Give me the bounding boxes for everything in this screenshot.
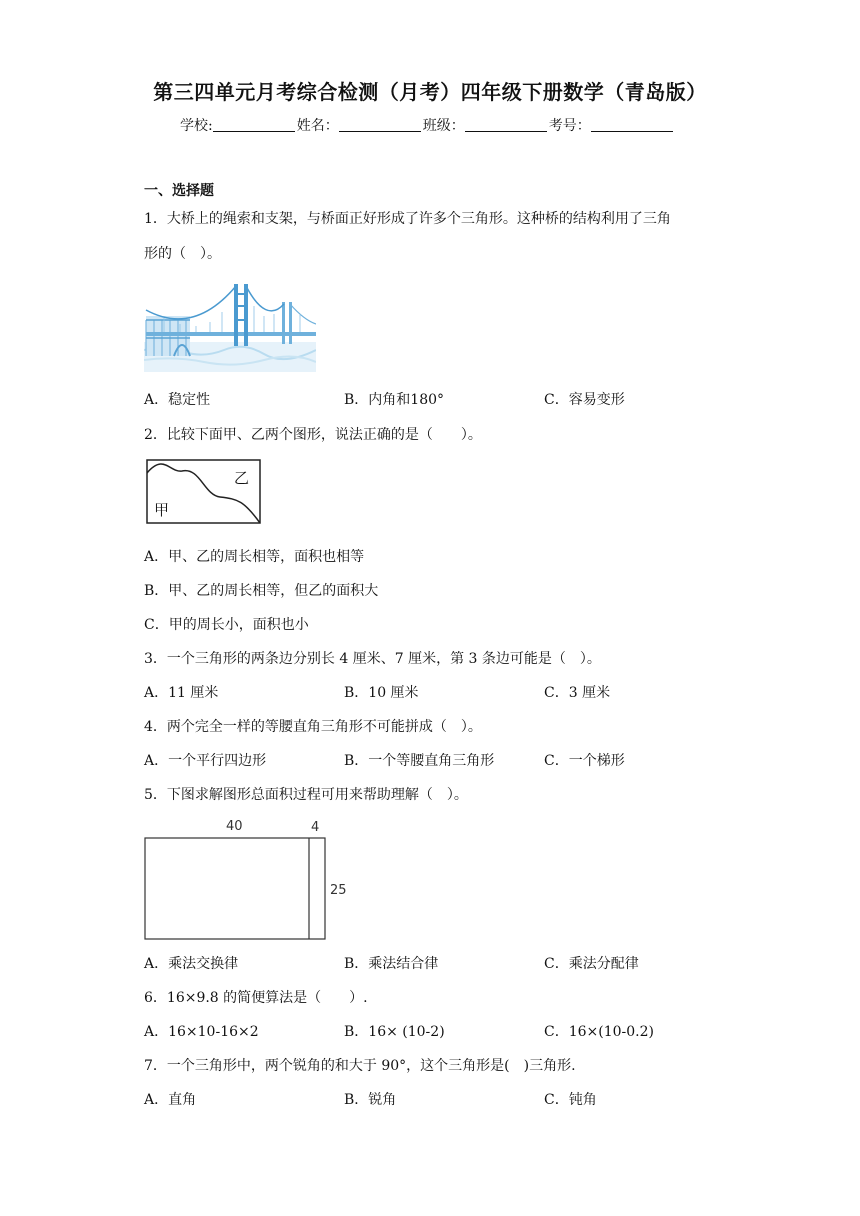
question-7-option-a: A．直角 xyxy=(144,1092,197,1108)
figure-label-jia: 甲 xyxy=(154,501,170,519)
class-label: 班级： xyxy=(422,118,465,134)
figure-label-yi: 乙 xyxy=(234,469,250,487)
exam-no-blank xyxy=(591,117,673,132)
figure-jia-yi xyxy=(146,459,262,525)
question-4-option-b: B．一个等腰直角三角形 xyxy=(344,753,495,769)
exam-no-label: 考号： xyxy=(548,118,591,134)
page-title: 第三四单元月考综合检测（月考）四年级下册数学（青岛版） xyxy=(153,80,707,104)
question-3-option-a: A．11 厘米 xyxy=(144,685,219,701)
question-7-option-c: C．钝角 xyxy=(544,1092,597,1108)
name-label: 姓名： xyxy=(296,118,339,134)
question-5-option-a: A．乘法交换律 xyxy=(144,956,239,972)
rectangle-area-figure xyxy=(140,814,360,946)
class-blank xyxy=(465,117,547,132)
question-6-option-b: B．16× (10-2) xyxy=(344,1024,445,1040)
question-7-text: 7．一个三角形中，两个锐角的和大于 90°，这个三角形是( )三角形. xyxy=(144,1058,576,1074)
section-title: 一、选择题 xyxy=(144,183,214,199)
school-label: 学校: xyxy=(180,118,213,134)
question-7-option-b: B．锐角 xyxy=(344,1092,397,1108)
question-1-text-line1: 1．大桥上的绳索和支架，与桥面正好形成了许多个三角形。这种桥的结构利用了三角 xyxy=(144,211,671,227)
bridge-image xyxy=(144,280,316,372)
question-6-option-c: C．16×(10-0.2) xyxy=(544,1024,654,1040)
question-3-option-b: B．10 厘米 xyxy=(344,685,419,701)
question-2-option-b: B．甲、乙的周长相等，但乙的面积大 xyxy=(144,583,379,599)
name-blank xyxy=(339,117,421,132)
question-4-option-a: A．一个平行四边形 xyxy=(144,753,267,769)
question-5-text: 5．下图求解图形总面积过程可用来帮助理解（ ）。 xyxy=(144,787,468,803)
student-info-line xyxy=(180,115,675,135)
question-2-option-a: A．甲、乙的周长相等，面积也相等 xyxy=(144,549,365,565)
question-2-option-c: C．甲的周长小，面积也小 xyxy=(144,617,309,633)
question-3-text: 3．一个三角形的两条边分别长 4 厘米、7 厘米，第 3 条边可能是（ ）。 xyxy=(144,651,601,667)
question-1-text-line2: 形的（ ）。 xyxy=(144,246,221,262)
question-3-option-c: C．3 厘米 xyxy=(544,685,611,701)
question-1-option-c: C．容易变形 xyxy=(544,392,625,408)
question-2-text: 2．比较下面甲、乙两个图形，说法正确的是（ ）。 xyxy=(144,427,482,443)
question-6-option-a: A．16×10-16×2 xyxy=(144,1024,259,1040)
question-5-option-c: C．乘法分配律 xyxy=(544,956,639,972)
question-4-text: 4．两个完全一样的等腰直角三角形不可能拼成（ ）。 xyxy=(144,719,482,735)
label-width-4: 4 xyxy=(311,820,320,835)
question-1-option-b: B．内角和180° xyxy=(344,392,445,408)
question-5-option-b: B．乘法结合律 xyxy=(344,956,439,972)
school-blank xyxy=(213,117,295,132)
question-1-option-a: A．稳定性 xyxy=(144,392,211,408)
label-height-25: 25 xyxy=(330,883,347,898)
question-4-option-c: C．一个梯形 xyxy=(544,753,625,769)
label-width-40: 40 xyxy=(226,819,243,834)
question-6-text: 6．16×9.8 的简便算法是（ ）. xyxy=(144,990,368,1006)
